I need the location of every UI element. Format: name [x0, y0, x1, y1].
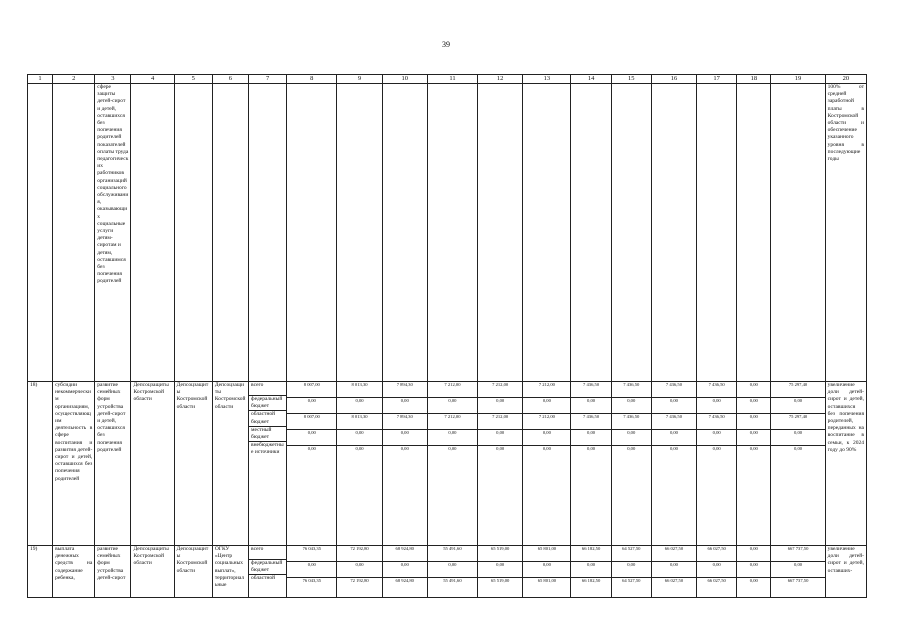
amount-value: 66 027,50 [707, 578, 726, 583]
cell-empty [287, 84, 337, 382]
column-number: 5 [174, 75, 212, 84]
cell-empty [174, 84, 212, 382]
amount-value: 0,00 [571, 430, 610, 446]
cell-empty [771, 84, 825, 382]
column-number: 11 [427, 75, 477, 84]
amount-value: 75 297,40 [771, 382, 824, 398]
amount-value: 0,00 [737, 562, 770, 578]
amount-col15 [611, 546, 651, 598]
amount-value: 7 894,30 [383, 414, 427, 430]
amount-value: 0,00 [337, 430, 381, 446]
amount-value: 0,00 [771, 398, 824, 414]
cell-empty [427, 84, 477, 382]
amount-value: 0,00 [771, 430, 824, 446]
amount-col16 [651, 382, 696, 546]
amount-value: 7 436,50 [612, 382, 651, 398]
funding-source-label: всего [249, 382, 286, 396]
column-number: 4 [131, 75, 174, 84]
amount-value: 76 043,35 [302, 578, 321, 583]
cell-empty [212, 84, 248, 382]
amount-col13 [523, 382, 571, 546]
cell-empty [53, 84, 95, 382]
amount-value: 0,00 [749, 578, 758, 583]
amount-value: 0,00 [287, 398, 336, 414]
measure-name: субсидии некоммерческим организациям, осуществляющим деятельность в сфере воспитания и развития детей-сирот и детей, оставшихся без попечения родителей [53, 382, 95, 546]
amount-value: 0,00 [627, 446, 636, 451]
amount-value: 0,00 [737, 430, 770, 446]
amount-col16 [651, 546, 696, 598]
amount-value: 55 491,60 [443, 578, 462, 583]
column-number: 8 [287, 75, 337, 84]
continuation-text-col20: 100% от средней заработной платы в Костромской области и обеспечение указанного уровня в последующие годы [825, 84, 866, 382]
cell-empty [737, 84, 771, 382]
cell-empty [382, 84, 427, 382]
amount-col9 [337, 546, 382, 598]
amount-col9 [337, 382, 382, 546]
amount-value: 0,00 [307, 446, 316, 451]
amount-value: 0,00 [697, 430, 736, 446]
amount-value: 7 212,00 [478, 382, 522, 398]
column-number: 18 [737, 75, 771, 84]
amount-value: 0,00 [355, 446, 364, 451]
amount-value: 0,00 [523, 562, 570, 578]
cell-empty [697, 84, 737, 382]
amount-value: 65 519,00 [490, 578, 510, 583]
amount-value: 7 212,00 [523, 382, 570, 398]
amount-value: 0,00 [496, 446, 505, 451]
funding-source-label: местный бюджет [249, 427, 286, 442]
funding-source-label: областной [251, 575, 276, 582]
amount-col10 [382, 382, 427, 546]
amount-value: 0,00 [523, 398, 570, 414]
amount-col11 [427, 382, 477, 546]
amount-value: 0,00 [428, 430, 477, 446]
cell-empty [249, 84, 287, 382]
cell-empty [131, 84, 174, 382]
cell-empty [337, 84, 382, 382]
amount-value: 0,00 [287, 430, 336, 446]
amount-value: 64 527,50 [622, 578, 641, 583]
funding-source-label: внебюджетные источники [251, 442, 284, 456]
amount-value: 0,00 [337, 398, 381, 414]
row-number: 18) [28, 382, 53, 546]
column-number: 16 [651, 75, 696, 84]
program-measures-table [27, 74, 867, 598]
amount-value: 0,00 [737, 398, 770, 414]
continuation-row [28, 84, 867, 382]
amount-value: 0,00 [652, 562, 696, 578]
amount-col17 [697, 546, 737, 598]
amount-value: 0,00 [587, 446, 596, 451]
amount-value: 7 436,50 [697, 414, 736, 430]
executor-col6: ОГКУ «Центр социальных выплат», территориальные [212, 546, 248, 598]
amount-col15 [611, 382, 651, 546]
amount-value: 0,00 [383, 430, 427, 446]
amount-value: 64 527,50 [612, 546, 651, 562]
continuation-text-col3: сфере защиты детей-сирот и детей, оставшихся без попечения родителей показателей оплаты труда педагогических работников организаций социального обслуживания, оказывающих социальные услуги детям-сиротам и детям, оставшимся без попечения родителей [95, 84, 131, 382]
column-number: 2 [53, 75, 95, 84]
amount-value: 7 436,50 [571, 382, 610, 398]
amount-col17 [697, 382, 737, 546]
amount-col14 [571, 546, 611, 598]
amount-value: 0,00 [448, 446, 457, 451]
amount-value: 0,00 [542, 446, 551, 451]
cell-empty [28, 84, 53, 382]
amount-value: 68 924,80 [395, 578, 414, 583]
amount-col12 [478, 382, 523, 546]
amount-value: 667 737,50 [787, 578, 809, 583]
column-number: 12 [478, 75, 523, 84]
amount-value: 0,00 [400, 446, 409, 451]
amount-value: 66 182,50 [571, 546, 610, 562]
expected-result: увеличение доли детей-сирот и детей, оставшихся без попечения родителей, переданных на воспитание в семьи, к 2024 году до 90% [825, 382, 866, 546]
funding-source-label: федеральный бюджет [249, 560, 286, 575]
amount-col13 [523, 546, 571, 598]
expected-result: увеличение доли детей-сирот и детей, оставших- [825, 546, 866, 598]
amount-value: 66 027,50 [664, 578, 684, 583]
row-number: 19) [28, 546, 53, 598]
amount-col18 [737, 546, 771, 598]
column-number: 15 [611, 75, 651, 84]
amount-value: 0,00 [612, 562, 651, 578]
amount-value: 66 027,50 [652, 546, 696, 562]
amount-col19 [771, 382, 825, 546]
column-number: 9 [337, 75, 382, 84]
amount-value: 72 192,80 [350, 578, 369, 583]
amount-value: 7 212,00 [428, 414, 477, 430]
measure-name: выплата денежных средств на содержание ребенка, [53, 546, 95, 598]
amount-value: 55 491,60 [428, 546, 477, 562]
page-number: 39 [442, 40, 450, 49]
executor-col4: Депсоцзащиты Костромской области [131, 382, 174, 546]
amount-value: 7 436,50 [571, 414, 610, 430]
measure-row-19 [28, 546, 867, 598]
amount-value: 0,00 [287, 562, 336, 578]
amount-value: 0,00 [737, 414, 770, 430]
amount-value: 0,00 [612, 430, 651, 446]
executor-col5: Депсоцзащиты Костромской области [174, 546, 212, 598]
amount-value: 0,00 [571, 398, 610, 414]
amount-value: 0,00 [383, 398, 427, 414]
amount-value: 76 043,35 [287, 546, 336, 562]
amount-value: 0,00 [478, 398, 522, 414]
funding-sources [249, 546, 287, 598]
amount-value: 0,00 [428, 398, 477, 414]
cell-empty [651, 84, 696, 382]
column-number: 10 [382, 75, 427, 84]
executor-col5: Депсоцзащиты Костромской области [174, 382, 212, 546]
amount-value: 0,00 [478, 562, 522, 578]
amount-value: 0,00 [737, 382, 770, 398]
amount-value: 667 737,50 [771, 546, 824, 562]
amount-value: 75 297,40 [771, 414, 824, 430]
header-row [28, 75, 867, 84]
amount-value: 0,00 [612, 398, 651, 414]
amount-value: 0,00 [652, 430, 696, 446]
amount-value: 0,00 [383, 562, 427, 578]
column-number: 6 [212, 75, 248, 84]
amount-col10 [382, 546, 427, 598]
measure-row-18 [28, 382, 867, 546]
amount-value: 0,00 [523, 430, 570, 446]
amount-value: 0,00 [697, 398, 736, 414]
amount-value: 7 212,00 [478, 414, 522, 430]
amount-value: 0,00 [571, 562, 610, 578]
amount-value: 65 801,00 [523, 546, 570, 562]
amount-value: 7 436,50 [652, 382, 696, 398]
funding-sources [249, 382, 287, 546]
funding-source-label: всего [249, 546, 286, 560]
cell-empty [478, 84, 523, 382]
measure-purpose: развитие семейных форм устройства детей-сирот и детей, оставшихся без попечения родителей [95, 382, 131, 546]
amount-value: 66 027,50 [697, 546, 736, 562]
executor-col4: Депсоцзащиты Костромской области [131, 546, 174, 598]
amount-value: 8 007,00 [287, 414, 336, 430]
column-number: 19 [771, 75, 825, 84]
amount-value: 7 212,00 [523, 414, 570, 430]
amount-value: 8 013,30 [337, 414, 381, 430]
column-number: 1 [28, 75, 53, 84]
amount-value: 66 182,50 [581, 578, 601, 583]
measure-purpose: развитие семейных форм устройства детей-сирот [95, 546, 131, 598]
amount-value: 0,00 [337, 562, 381, 578]
amount-value: 7 436,50 [612, 414, 651, 430]
amount-value: 0,00 [794, 446, 803, 451]
amount-value: 0,00 [771, 562, 824, 578]
amount-value: 7 436,50 [697, 382, 736, 398]
amount-col11 [427, 546, 477, 598]
amount-value: 8 007,00 [287, 382, 336, 398]
amount-value: 68 924,80 [383, 546, 427, 562]
amount-value: 65 801,00 [537, 578, 557, 583]
column-number: 14 [571, 75, 611, 84]
amount-col14 [571, 382, 611, 546]
amount-value: 72 192,80 [337, 546, 381, 562]
amount-value: 0,00 [669, 446, 678, 451]
funding-source-label: федеральный бюджет [249, 396, 286, 411]
funding-source-label: областной бюджет [249, 411, 286, 426]
cell-empty [611, 84, 651, 382]
amount-value: 0,00 [712, 446, 721, 451]
amount-value: 7 436,50 [652, 414, 696, 430]
amount-value: 65 519,00 [478, 546, 522, 562]
amount-value: 7 894,30 [383, 382, 427, 398]
column-number: 7 [249, 75, 287, 84]
column-number: 13 [523, 75, 571, 84]
amount-value: 0,00 [737, 546, 770, 562]
column-number: 3 [95, 75, 131, 84]
amount-value: 0,00 [652, 398, 696, 414]
column-number: 17 [697, 75, 737, 84]
amount-col18 [737, 382, 771, 546]
amount-value: 0,00 [428, 562, 477, 578]
cell-empty [571, 84, 611, 382]
amount-col19 [771, 546, 825, 598]
amount-value: 0,00 [478, 430, 522, 446]
amount-value: 8 013,30 [337, 382, 381, 398]
amount-value: 7 212,00 [428, 382, 477, 398]
cell-empty [523, 84, 571, 382]
executor-col6: Депсоцзащиты Костромской области [212, 382, 248, 546]
amount-col8 [287, 546, 337, 598]
amount-value: 0,00 [697, 562, 736, 578]
amount-col8 [287, 382, 337, 546]
amount-col12 [478, 546, 523, 598]
column-number: 20 [825, 75, 866, 84]
amount-value: 0,00 [749, 446, 758, 451]
